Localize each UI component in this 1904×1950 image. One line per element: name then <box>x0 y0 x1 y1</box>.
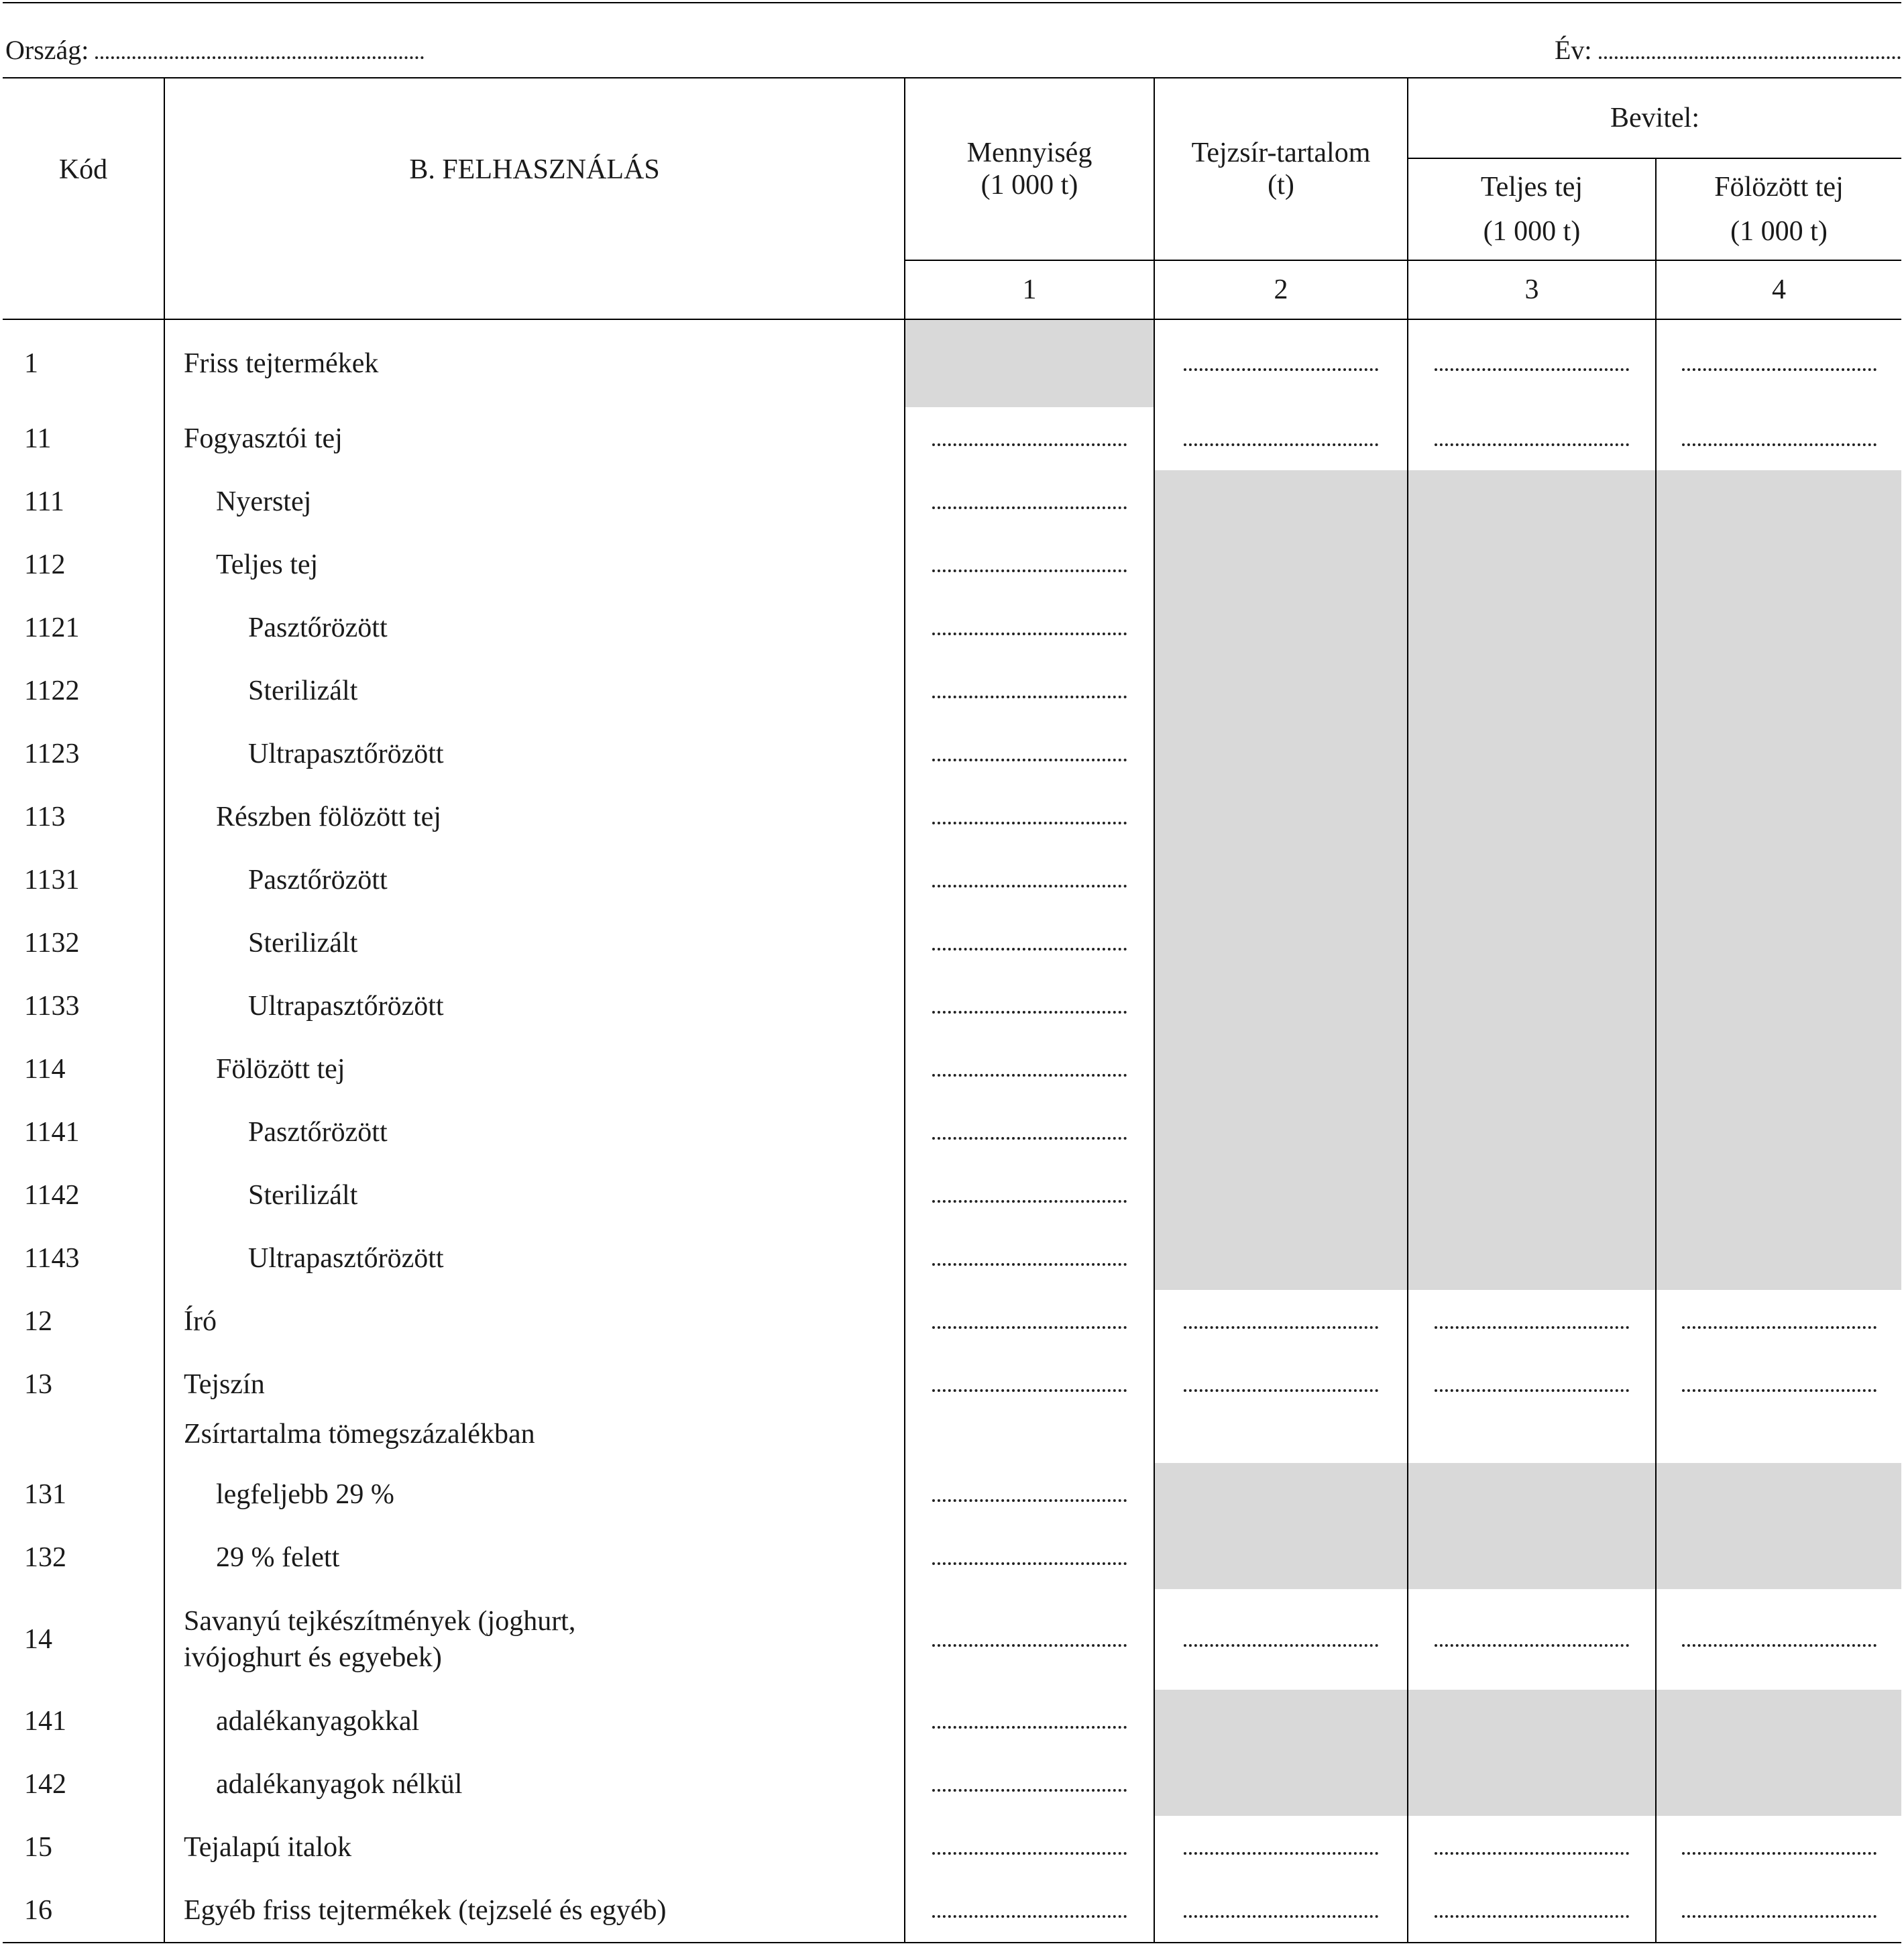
fat-field <box>1154 1416 1408 1463</box>
quantity-field[interactable] <box>905 407 1154 470</box>
skimmed-milk-field <box>1656 849 1901 912</box>
dotted-fill-line[interactable] <box>1184 1852 1378 1855</box>
row-label: 29 % felett <box>164 1526 905 1589</box>
row-label: Pasztőrözött <box>164 849 905 912</box>
fat-field <box>1154 470 1408 533</box>
fat-field[interactable] <box>1154 407 1408 470</box>
whole-milk-field <box>1408 1526 1656 1589</box>
whole-milk-field[interactable] <box>1408 1879 1656 1943</box>
quantity-field[interactable] <box>905 1101 1154 1164</box>
table-row <box>3 1526 1901 1589</box>
quantity-field[interactable] <box>905 1690 1154 1753</box>
dotted-fill-line[interactable] <box>1682 1389 1877 1392</box>
row-label: Ultrapasztőrözött <box>164 1227 905 1290</box>
dotted-fill-line[interactable] <box>932 1074 1127 1077</box>
skimmed-milk-field <box>1656 1753 1901 1816</box>
dotted-fill-line[interactable] <box>932 1200 1127 1203</box>
dotted-fill-line[interactable] <box>932 759 1127 761</box>
quantity-field[interactable] <box>905 1290 1154 1353</box>
skimmed-milk-field <box>1656 786 1901 849</box>
fat-field <box>1154 849 1408 912</box>
dotted-fill-line[interactable] <box>1435 368 1629 371</box>
skimmed-milk-field <box>1656 1416 1901 1463</box>
row-code: 131 <box>24 1479 66 1510</box>
skimmed-milk-field[interactable] <box>1656 407 1901 470</box>
quantity-field <box>905 1416 1154 1463</box>
table-row <box>3 1690 1901 1753</box>
col-header-skimmed-milk <box>1656 158 1901 260</box>
table-row <box>3 1416 1901 1463</box>
dotted-fill-line[interactable] <box>932 1011 1127 1014</box>
row-code: 1123 <box>24 739 80 769</box>
dotted-fill-line[interactable] <box>1682 1326 1877 1329</box>
row-code: 12 <box>24 1306 52 1337</box>
row-code: 1 <box>24 348 38 379</box>
whole-milk-field <box>1408 1101 1656 1164</box>
fat-field <box>1154 1753 1408 1816</box>
table-row <box>3 470 1901 533</box>
dotted-fill-line[interactable] <box>932 1852 1127 1855</box>
table-row <box>3 1753 1901 1816</box>
dotted-fill-line[interactable] <box>932 1499 1127 1502</box>
quantity-field[interactable] <box>905 1879 1154 1943</box>
row-label: Tejszín <box>164 1353 905 1416</box>
dotted-fill-line[interactable] <box>1435 1644 1629 1647</box>
table-row <box>3 407 1901 470</box>
col-header-code: Kód <box>3 78 164 260</box>
dotted-fill-line[interactable] <box>932 570 1127 572</box>
row-label: Sterilizált <box>164 1164 905 1227</box>
col-number-blank <box>3 260 164 319</box>
row-code: 113 <box>24 802 66 832</box>
dotted-fill-line[interactable] <box>932 696 1127 698</box>
fat-field <box>1154 659 1408 722</box>
fat-field <box>1154 1463 1408 1526</box>
table-row <box>3 975 1901 1038</box>
quantity-field[interactable] <box>905 1038 1154 1101</box>
skimmed-milk-field[interactable] <box>1656 1290 1901 1353</box>
dotted-fill-line[interactable] <box>1682 368 1877 371</box>
table-row <box>3 1353 1901 1416</box>
row-code: 112 <box>24 549 66 580</box>
whole-milk-field <box>1408 659 1656 722</box>
row-code: 16 <box>3 1879 164 1943</box>
whole-milk-field[interactable] <box>1408 1589 1656 1690</box>
table-row <box>3 1038 1901 1101</box>
usage-table <box>3 77 1901 1943</box>
dotted-fill-line[interactable] <box>932 885 1127 887</box>
fat-field <box>1154 596 1408 659</box>
fat-field <box>1154 1101 1408 1164</box>
skimmed-milk-field <box>1656 470 1901 533</box>
dotted-fill-line[interactable] <box>1184 1915 1378 1918</box>
row-label: Savanyú tejkészítmények (joghurt, ivójoghurt és egyebek) <box>164 1589 905 1690</box>
table-row <box>3 1589 1901 1690</box>
dotted-fill-line[interactable] <box>932 1263 1127 1266</box>
row-label: Fölözött tej <box>164 1038 905 1101</box>
skimmed-milk-field <box>1656 1463 1901 1526</box>
fat-field <box>1154 1227 1408 1290</box>
fat-field <box>1154 1690 1408 1753</box>
dotted-fill-line[interactable] <box>932 1644 1127 1647</box>
dotted-fill-line[interactable] <box>932 506 1127 509</box>
quantity-field[interactable] <box>905 1164 1154 1227</box>
row-code: 14 <box>24 1624 52 1655</box>
col-header-whole-milk <box>1408 158 1656 260</box>
skimmed-milk-field[interactable] <box>1656 1816 1901 1879</box>
dotted-fill-line[interactable] <box>932 1915 1127 1918</box>
whole-milk-title: Teljes tej <box>1480 172 1583 203</box>
quantity-field <box>905 319 1154 407</box>
quantity-field[interactable] <box>905 1816 1154 1879</box>
col-number: 4 <box>1656 260 1901 319</box>
skimmed-milk-field[interactable] <box>1656 1353 1901 1416</box>
dotted-fill-line[interactable] <box>1435 1389 1629 1392</box>
skimmed-milk-field <box>1656 722 1901 786</box>
row-code: 1141 <box>24 1117 80 1148</box>
whole-milk-field <box>1408 1227 1656 1290</box>
row-label: Részben fölözött tej <box>164 786 905 849</box>
fat-field[interactable] <box>1154 1353 1408 1416</box>
row-label: adalékanyagokkal <box>164 1690 905 1753</box>
whole-milk-field[interactable] <box>1408 1290 1656 1353</box>
row-label: Fogyasztói tej <box>164 407 905 470</box>
quantity-field[interactable] <box>905 596 1154 659</box>
skimmed-milk-field <box>1656 659 1901 722</box>
dotted-fill-line[interactable] <box>932 822 1127 824</box>
dotted-fill-line[interactable] <box>932 948 1127 951</box>
row-code: 1131 <box>24 865 80 896</box>
row-code: 11 <box>24 423 52 454</box>
whole-milk-field <box>1408 722 1656 786</box>
whole-milk-field <box>1408 975 1656 1038</box>
whole-milk-field <box>1408 1038 1656 1101</box>
row-label: Sterilizált <box>164 659 905 722</box>
table-row <box>3 722 1901 786</box>
skimmed-milk-field <box>1656 1164 1901 1227</box>
quantity-field[interactable] <box>905 912 1154 975</box>
dotted-fill-line[interactable] <box>1184 368 1378 371</box>
row-label: Teljes tej <box>164 533 905 596</box>
row-label: Nyerstej <box>164 470 905 533</box>
skimmed-milk-field[interactable] <box>1656 319 1901 407</box>
quantity-unit: (1 000 t) <box>981 170 1078 201</box>
skimmed-milk-field <box>1656 912 1901 975</box>
col-number: 1 <box>905 260 1154 319</box>
whole-milk-field[interactable] <box>1408 407 1656 470</box>
fat-field <box>1154 786 1408 849</box>
dotted-fill-line[interactable] <box>932 443 1127 446</box>
row-label: Tejalapú italok <box>164 1816 905 1879</box>
row-label: legfeljebb 29 % <box>164 1463 905 1526</box>
fat-field <box>1154 1038 1408 1101</box>
fat-unit: (t) <box>1268 170 1294 201</box>
table-row <box>3 1879 1901 1943</box>
whole-milk-field <box>1408 1690 1656 1753</box>
fat-field <box>1154 1164 1408 1227</box>
skimmed-milk-field[interactable] <box>1656 1879 1901 1943</box>
dotted-fill-line[interactable] <box>1184 443 1378 446</box>
quantity-field[interactable] <box>905 533 1154 596</box>
whole-milk-field <box>1408 533 1656 596</box>
dotted-fill-line[interactable] <box>1682 1644 1877 1647</box>
row-label: Ultrapasztőrözött <box>164 722 905 786</box>
quantity-field[interactable] <box>905 1353 1154 1416</box>
dotted-fill-line[interactable] <box>932 1326 1127 1329</box>
dotted-fill-line[interactable] <box>932 1137 1127 1140</box>
whole-milk-field <box>1408 912 1656 975</box>
quantity-field[interactable] <box>905 849 1154 912</box>
fat-field <box>1154 722 1408 786</box>
quantity-field[interactable] <box>905 470 1154 533</box>
quantity-field[interactable] <box>905 1589 1154 1690</box>
table-row <box>3 912 1901 975</box>
dotted-fill-line[interactable] <box>1682 443 1877 446</box>
row-code: 13 <box>24 1369 52 1400</box>
table-row <box>3 659 1901 722</box>
skimmed-milk-field <box>1656 533 1901 596</box>
skimmed-milk-field <box>1656 1526 1901 1589</box>
dotted-fill-line[interactable] <box>932 1562 1127 1565</box>
row-label: Friss tejtermékek <box>164 319 905 407</box>
row-code: 1121 <box>24 612 80 643</box>
skimmed-milk-field <box>1656 1690 1901 1753</box>
row-code: 132 <box>24 1542 66 1573</box>
row-label: Egyéb friss tejtermékek (tejzselé és egyéb) <box>164 1879 905 1943</box>
whole-milk-unit: (1 000 t) <box>1483 216 1581 247</box>
row-label: Író <box>164 1290 905 1353</box>
top-rule <box>3 2 1901 3</box>
table-row <box>3 1463 1901 1526</box>
fat-field <box>1154 533 1408 596</box>
whole-milk-field <box>1408 849 1656 912</box>
row-label: Sterilizált <box>164 912 905 975</box>
quantity-field[interactable] <box>905 1227 1154 1290</box>
row-label: adalékanyagok nélkül <box>164 1753 905 1816</box>
quantity-title: Mennyiség <box>966 138 1093 168</box>
fat-field[interactable] <box>1154 1816 1408 1879</box>
country-fill-line[interactable] <box>95 56 424 59</box>
whole-milk-field <box>1408 596 1656 659</box>
skimmed-milk-unit: (1 000 t) <box>1730 216 1828 247</box>
skimmed-milk-field <box>1656 596 1901 659</box>
table-header <box>3 78 1901 319</box>
col-number: 3 <box>1408 260 1656 319</box>
dotted-fill-line[interactable] <box>932 1726 1127 1729</box>
dotted-fill-line[interactable] <box>1184 1644 1378 1647</box>
table-row <box>3 319 1901 407</box>
year-fill-line[interactable] <box>1599 56 1901 59</box>
table-row <box>3 1227 1901 1290</box>
col-header-section: B. FELHASZNÁLÁS <box>164 78 905 260</box>
skimmed-milk-field <box>1656 1227 1901 1290</box>
row-code <box>3 1416 164 1463</box>
row-code: 1132 <box>24 928 80 959</box>
row-code: 1143 <box>24 1243 80 1274</box>
whole-milk-field <box>1408 1416 1656 1463</box>
fat-field[interactable] <box>1154 1290 1408 1353</box>
dotted-fill-line[interactable] <box>1435 443 1629 446</box>
whole-milk-field <box>1408 470 1656 533</box>
quantity-field[interactable] <box>905 1753 1154 1816</box>
fat-field[interactable] <box>1154 1879 1408 1943</box>
row-code: 1122 <box>24 675 80 706</box>
year-field[interactable] <box>1555 34 1901 67</box>
col-header-input: Bevitel: <box>1408 78 1901 158</box>
dotted-fill-line[interactable] <box>1435 1852 1629 1855</box>
col-number: 2 <box>1154 260 1408 319</box>
dotted-fill-line[interactable] <box>1682 1852 1877 1855</box>
table-body <box>3 319 1901 1943</box>
table-row <box>3 596 1901 659</box>
fat-field[interactable] <box>1154 1589 1408 1690</box>
row-code: 15 <box>24 1832 52 1863</box>
skimmed-milk-field <box>1656 975 1901 1038</box>
skimmed-milk-field <box>1656 1038 1901 1101</box>
table-row <box>3 849 1901 912</box>
whole-milk-field[interactable] <box>1408 1353 1656 1416</box>
row-label: Pasztőrözött <box>164 596 905 659</box>
row-label: Ultrapasztőrözött <box>164 975 905 1038</box>
country-field[interactable] <box>5 34 424 67</box>
whole-milk-field <box>1408 1753 1656 1816</box>
quantity-field[interactable] <box>905 1463 1154 1526</box>
fat-field <box>1154 912 1408 975</box>
row-code: 114 <box>24 1054 66 1085</box>
fat-field <box>1154 1526 1408 1589</box>
dotted-fill-line[interactable] <box>932 1389 1127 1392</box>
quantity-field[interactable] <box>905 722 1154 786</box>
dotted-fill-line[interactable] <box>1682 1915 1877 1918</box>
year-label: Év: <box>1555 35 1592 65</box>
dotted-fill-line[interactable] <box>1435 1915 1629 1918</box>
skimmed-milk-field <box>1656 1101 1901 1164</box>
quantity-field[interactable] <box>905 786 1154 849</box>
row-code: 1142 <box>24 1180 80 1211</box>
row-code: 1133 <box>24 991 80 1022</box>
table-row <box>3 1290 1901 1353</box>
table-row <box>3 1101 1901 1164</box>
quantity-field[interactable] <box>905 975 1154 1038</box>
col-number-blank <box>164 260 905 319</box>
whole-milk-field <box>1408 1463 1656 1526</box>
col-header-quantity <box>905 78 1154 260</box>
col-header-fat <box>1154 78 1408 260</box>
fat-field <box>1154 975 1408 1038</box>
whole-milk-field <box>1408 1164 1656 1227</box>
dotted-fill-line[interactable] <box>932 1789 1127 1792</box>
fat-field[interactable] <box>1154 319 1408 407</box>
dotted-fill-line[interactable] <box>1184 1389 1378 1392</box>
dotted-fill-line[interactable] <box>1184 1326 1378 1329</box>
fat-title: Tejzsír-tartalom <box>1191 138 1371 168</box>
dotted-fill-line[interactable] <box>1435 1326 1629 1329</box>
row-code: 142 <box>24 1769 66 1800</box>
quantity-field[interactable] <box>905 1526 1154 1589</box>
whole-milk-field[interactable] <box>1408 319 1656 407</box>
row-label: Pasztőrözött <box>164 1101 905 1164</box>
whole-milk-field <box>1408 786 1656 849</box>
whole-milk-field[interactable] <box>1408 1816 1656 1879</box>
dotted-fill-line[interactable] <box>932 633 1127 635</box>
row-code: 111 <box>24 486 64 517</box>
row-label: Zsírtartalma tömegszázalékban <box>164 1416 905 1463</box>
country-label: Ország: <box>5 35 89 65</box>
table-row <box>3 1164 1901 1227</box>
quantity-field[interactable] <box>905 659 1154 722</box>
skimmed-milk-title: Fölözött tej <box>1714 172 1844 203</box>
table-row <box>3 786 1901 849</box>
row-code: 141 <box>24 1706 66 1737</box>
table-row <box>3 1816 1901 1879</box>
skimmed-milk-field[interactable] <box>1656 1589 1901 1690</box>
table-row <box>3 533 1901 596</box>
